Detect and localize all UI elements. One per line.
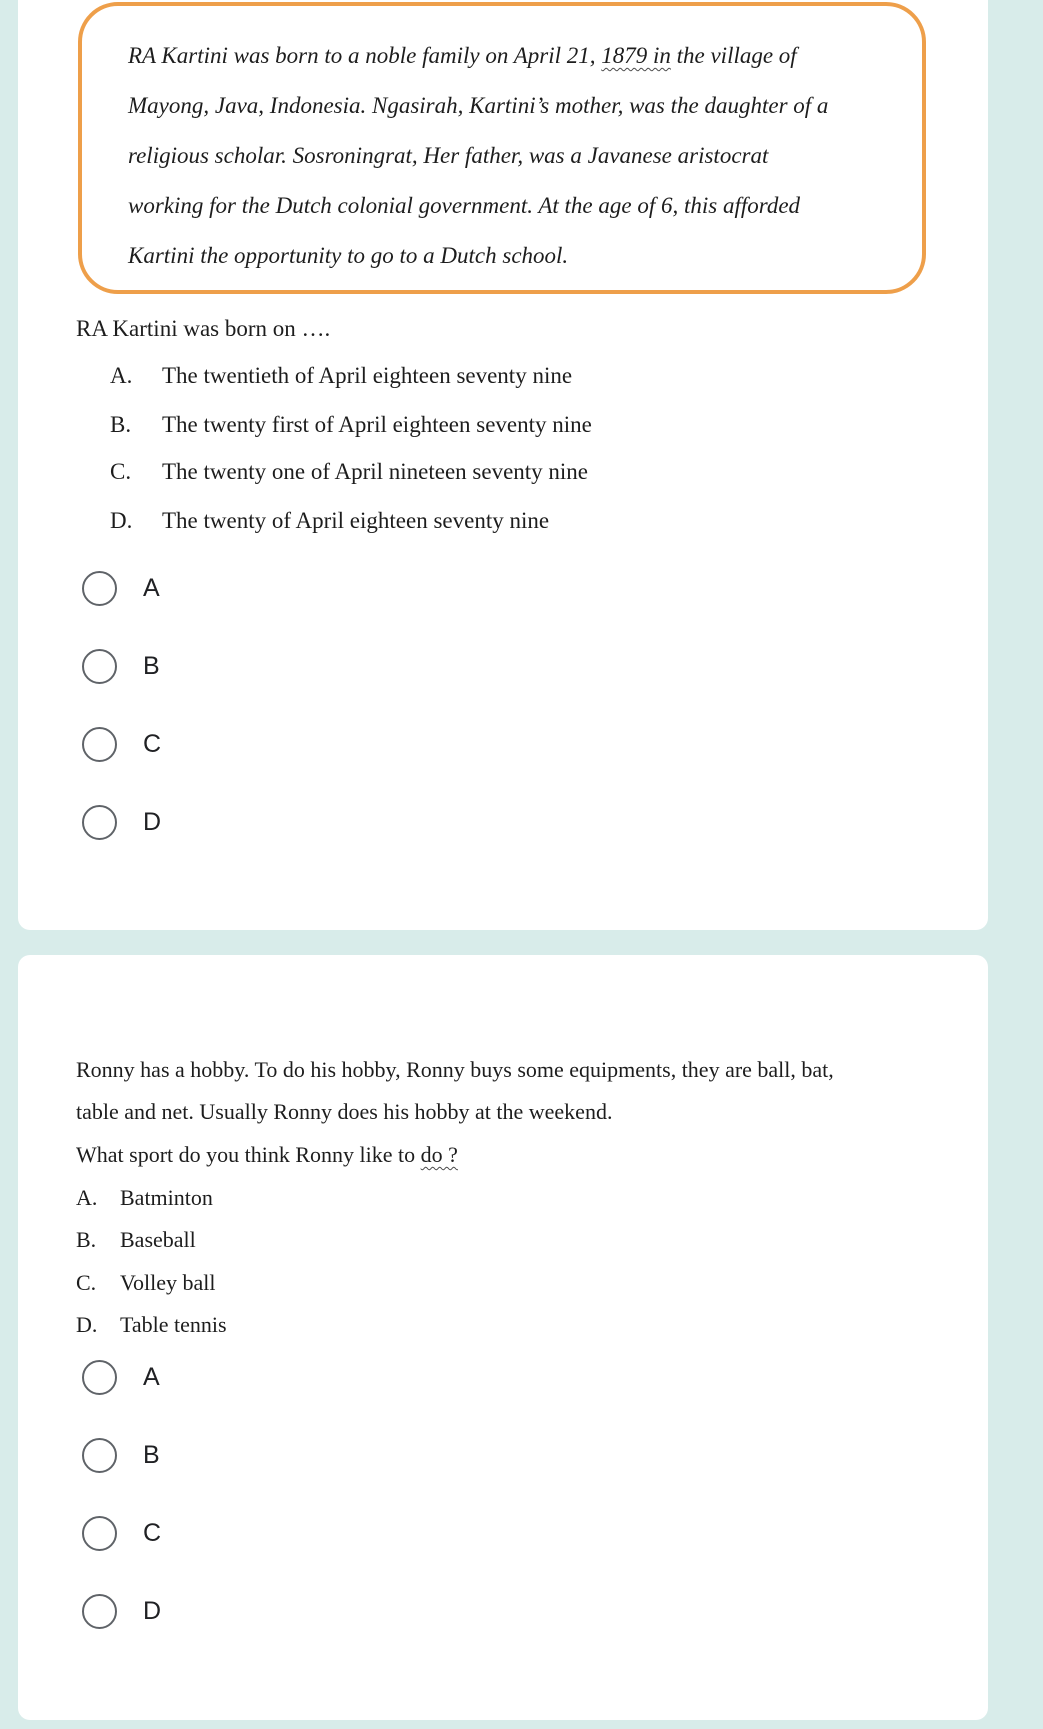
question-prompt: What sport do you think Ronny like to do ?: [76, 1142, 458, 1167]
option-c: C. The twenty one of April nineteen seventy nine: [110, 459, 589, 484]
radio-label: D: [143, 1596, 162, 1625]
radio-circle-icon[interactable]: [82, 1438, 117, 1473]
radio-label: C: [143, 729, 162, 758]
radio-label: A: [143, 1362, 160, 1391]
option-d: D. The twenty of April eighteen seventy nine: [110, 508, 550, 533]
radio-circle-icon[interactable]: [82, 1360, 117, 1395]
radio-label: D: [143, 807, 162, 836]
option-d: D. Table tennis: [76, 1312, 227, 1337]
option-c: C. Volley ball: [76, 1270, 216, 1295]
radio-circle-icon[interactable]: [82, 571, 117, 606]
question-prompt: RA Kartini was born on ….: [76, 316, 331, 341]
radio-circle-icon[interactable]: [82, 805, 117, 840]
radio-choice-c[interactable]: [82, 724, 161, 764]
question-card-1: [18, 0, 988, 930]
radio-label: A: [143, 573, 160, 602]
radio-choice-c[interactable]: [82, 1513, 161, 1553]
option-a: A. The twentieth of April eighteen seventy nine: [110, 363, 573, 388]
option-b: B. The twenty first of April eighteen seventy nine: [110, 412, 592, 437]
option-a: A. Batminton: [76, 1185, 213, 1210]
radio-choice-a[interactable]: [82, 568, 160, 608]
radio-choice-d[interactable]: [82, 1591, 161, 1631]
question-card-2: [18, 955, 988, 1720]
radio-choice-d[interactable]: [82, 802, 161, 842]
radio-circle-icon[interactable]: [82, 727, 117, 762]
radio-circle-icon[interactable]: [82, 1594, 117, 1629]
radio-circle-icon[interactable]: [82, 649, 117, 684]
question-text-line-1: Ronny has a hobby. To do his hobby, Ronny buys some equipments, they are ball, bat,: [76, 1057, 834, 1082]
passage-line-4: working for the Dutch colonial government. At the age of 6, this afforded: [128, 193, 801, 218]
radio-choice-a[interactable]: [82, 1357, 160, 1397]
radio-choice-b[interactable]: [82, 646, 160, 686]
radio-circle-icon[interactable]: [82, 1516, 117, 1551]
option-b: B. Baseball: [76, 1227, 196, 1252]
radio-label: B: [143, 651, 160, 680]
passage-line-3: religious scholar. Sosroningrat, Her father, was a Javanese aristocrat: [128, 143, 769, 168]
radio-label: B: [143, 1440, 160, 1469]
passage-line-5: Kartini the opportunity to go to a Dutch school.: [128, 243, 569, 268]
question-text-line-2: table and net. Usually Ronny does his hobby at the weekend.: [76, 1099, 613, 1124]
radio-label: C: [143, 1518, 162, 1547]
passage-line-2: Mayong, Java, Indonesia. Ngasirah, Kartini’s mother, was the daughter of a: [128, 93, 829, 118]
passage-line-1: RA Kartini was born to a noble family on April 21, 1879 in the village of: [128, 43, 797, 68]
radio-choice-b[interactable]: [82, 1435, 160, 1475]
